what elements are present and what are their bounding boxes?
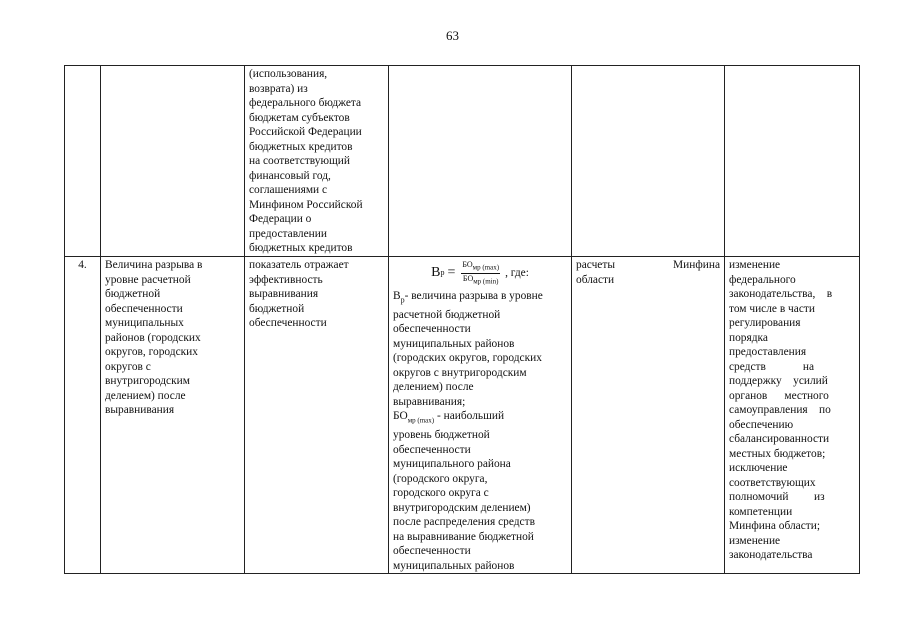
text-line: регулирования (729, 317, 801, 329)
text-line: соглашениями с (249, 184, 328, 196)
text-line: $В_р-$ величина разрыва в уровне (393, 290, 543, 305)
method-bo: БО (393, 410, 408, 423)
text-line: Минфина области; (729, 520, 821, 532)
text-line: (городских округов, городских (393, 352, 542, 365)
text-line: (использования, (249, 68, 328, 80)
source-right: Минфина (673, 259, 720, 271)
text-line: области (576, 273, 615, 286)
text-line: федерального (729, 273, 796, 286)
cell-method (389, 257, 572, 574)
text-line: сбалансированности (729, 433, 830, 445)
text-line: федерального бюджета (249, 97, 362, 109)
method-b-sub: р (400, 295, 405, 305)
text-line: законодательства, в (729, 288, 833, 300)
text-line: Федерации о (249, 213, 312, 225)
text-line: предоставлении (249, 227, 327, 240)
text-line: изменение (729, 534, 781, 547)
formula-lhs: В (431, 264, 441, 280)
cell-source (572, 257, 725, 574)
text-line: (городского округа, (393, 472, 488, 485)
text-line: поддержку усилий (729, 375, 828, 387)
text-line: выравнивания; (393, 395, 466, 408)
text-line: органов местного (729, 389, 829, 402)
text-line (393, 409, 567, 428)
cell-number (65, 257, 101, 574)
text-line: внутригородским делением) (393, 501, 531, 514)
text-line: муниципального района (393, 458, 511, 471)
text-line: полномочий из (729, 491, 825, 503)
text-line: обеспеченности (249, 317, 327, 329)
text-line: районов (городских (105, 331, 201, 344)
text-line: бюджетных кредитов (249, 242, 353, 254)
numerator-sub: мр (max) (472, 263, 500, 272)
cell-risks (725, 257, 860, 574)
text-line: показатель отражает (249, 259, 349, 271)
text-line: Величина разрыва в (105, 259, 203, 271)
numerator-text: БО (462, 260, 473, 269)
denominator-sub: мр (min) (473, 277, 499, 286)
text-line: округов с (105, 360, 151, 373)
text-line: после распределения средств (393, 516, 535, 529)
indicator-table (64, 65, 860, 574)
formula-equals: = (447, 264, 456, 280)
method-bo-text: - наибольший (436, 410, 505, 423)
text-line: расчетной бюджетной (393, 308, 501, 321)
text-line: местных бюджетов; (729, 447, 826, 460)
text-line: на соответствующий (249, 155, 350, 167)
formula-fraction (461, 260, 500, 286)
text-line: обеспеченности (393, 323, 471, 336)
page-number: 63 (446, 28, 459, 43)
cell-method (389, 66, 572, 257)
text-line: самоуправления по (729, 404, 831, 416)
cell-name (101, 66, 245, 257)
text-line: делением) после (105, 389, 186, 402)
text-line: бюджетных кредитов (249, 140, 353, 153)
text-line: изменение (729, 259, 781, 271)
row-number: 4. (78, 259, 87, 271)
text-line: на выравнивание бюджетной (393, 530, 534, 543)
text-line: порядка (729, 331, 768, 344)
text-line: внутригородским (105, 375, 190, 387)
text-line: законодательства (729, 549, 813, 561)
cell-number (65, 66, 101, 257)
text-line: муниципальных районов (393, 337, 515, 350)
cell-description (245, 257, 389, 574)
text-line: обеспеченности (105, 302, 183, 315)
cell-risks (725, 66, 860, 257)
text-line: округов, городских (105, 346, 198, 358)
table-row (65, 257, 860, 574)
text-line: городского округа с (393, 487, 489, 500)
text-line: бюджетам субъектов (249, 111, 350, 124)
cell-name (101, 257, 245, 574)
text-line: эффективность (249, 273, 323, 286)
text-line: муниципальных (105, 317, 184, 329)
text-line: предоставления (729, 346, 807, 358)
method-bo-sub: мр (max) (407, 416, 435, 425)
text-line: обеспечению (729, 418, 794, 431)
formula-denominator (462, 274, 500, 287)
text-line: финансовый год, (249, 169, 331, 182)
formula-lhs-sub: р (440, 267, 445, 277)
text-line: Российской Федерации (249, 126, 362, 138)
text-line: муниципальных районов (393, 559, 515, 572)
text-line: округов с внутригородским (393, 366, 527, 379)
text-line: возврата) из (249, 82, 308, 95)
formula-numerator (461, 260, 500, 274)
formula (393, 260, 567, 286)
formula-tail: , где: (505, 266, 529, 279)
text-line: компетенции (729, 505, 793, 518)
text-line: том числе в части (729, 302, 815, 315)
text-line: уровне расчетной (105, 273, 191, 286)
text-line: бюджетной (105, 288, 161, 300)
source-line (576, 258, 720, 273)
text-line: бюджетной (249, 302, 305, 315)
text-line: уровень бюджетной (393, 429, 490, 442)
text-line: Минфином Российской (249, 198, 363, 211)
text-line: делением) после (393, 381, 474, 394)
text-line: соответствующих (729, 476, 816, 489)
text-line: исключение (729, 462, 788, 474)
text-line: средств на (729, 360, 815, 373)
text-line: обеспеченности (393, 545, 471, 558)
cell-description (245, 66, 389, 257)
text-line: выравнивания (105, 404, 175, 416)
source-left: расчеты (576, 259, 615, 271)
cell-source (572, 66, 725, 257)
text-line: выравнивания (249, 288, 319, 300)
denominator-text: БО (462, 273, 474, 283)
method-first-line: - величина разрыва в уровне (404, 290, 543, 303)
text-line: обеспеченности (393, 443, 471, 456)
table-row (65, 66, 860, 257)
